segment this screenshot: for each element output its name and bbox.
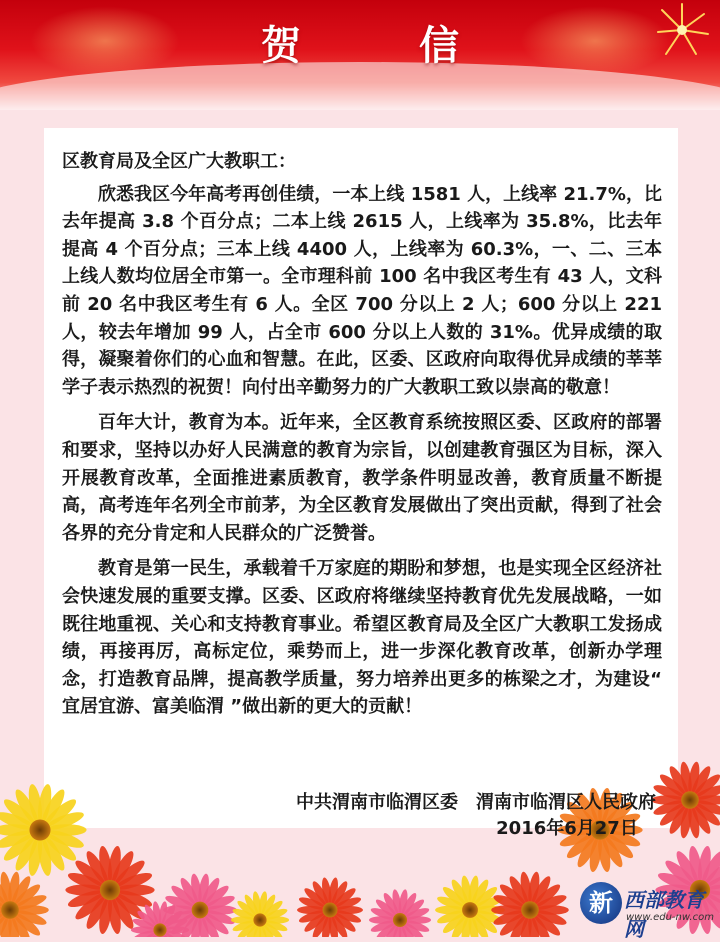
- letter-body: [62, 148, 662, 729]
- flower-7: [369, 889, 431, 937]
- signature: 中共渭南市临渭区委 渭南市临渭区人民政府: [296, 792, 656, 813]
- letter-salutation: 区教育局及全区广大教职工：: [62, 151, 296, 172]
- flower-9: [491, 871, 569, 937]
- logo-url: www.edu-nw.com: [626, 912, 714, 923]
- logo-name: 西部教育网: [624, 888, 704, 941]
- header-banner: [0, 0, 720, 110]
- letter-paragraph-2: 百年大计，教育为本。近年来，全区教育系统按照区委、区政府的部署和要求，坚持以办好人民满意的教育为宗旨，以创建教育强区为目标，深入开展教育改革，全面推进素质教育，教学条件明显改善，教育质量不断提高，高考连年名列全市前茅，为全区教育发展做出了突出贡献，得到了社会各界的充分肯定和人民群众的广泛赞誉。: [62, 412, 662, 544]
- site-logo[interactable]: [576, 880, 720, 941]
- flower-6: [297, 877, 363, 937]
- logo-mark: 新: [580, 882, 622, 924]
- flower-2: [0, 871, 49, 937]
- flower-5: [231, 891, 289, 937]
- flower-8: [435, 875, 505, 937]
- signature-date: 2016年6月27日: [496, 818, 638, 839]
- letter-paragraph-1: 欣悉我区今年高考再创佳绩，一本上线 1581 人，上线率 21.7%，比去年提高 3.8 个百分点；二本上线 2615 人，上线率为 35.8%，比去年提高 4 个百分点；三本上线 4400 人，上线率为 60.3%，一、二、三本上线人数均位居全市第一。全市理科前 100 名中我区考生有 43 人，文科前 20 名中我区考生有 6 人。全区 700 分以上 2 人；600 分以上 221 人，较去年增加 99 人，占全市 600 分以上人数的 31%。优异成绩的取得，凝聚着你们的心血和智慧。在此，区委、区政府向取得优异成绩的莘莘学子表示热烈的祝贺！向付出辛勤努力的广大教职工致以崇高的敬意！: [62, 183, 662, 398]
- letter-paragraph-3: 教育是第一民生，承载着千万家庭的期盼和梦想，也是实现全区经济社会快速发展的重要支撑。区委、区政府将继续坚持教育优先发展战略，一如既往地重视、关心和支持教育事业。希望区教育局及全区广大教职工发扬成绩，再接再厉，高标定位，乘势而上，进一步深化教育改革，创新办学理念，打造教育品牌，提高教学质量，努力培养出更多的栋梁之才，为建设“ 宜居宜游、富美临渭 ”做出新的更大的贡献！: [62, 558, 662, 718]
- signature-date-row: [44, 814, 656, 840]
- flower-11: [651, 761, 720, 839]
- letter-title: 贺 信: [261, 23, 511, 69]
